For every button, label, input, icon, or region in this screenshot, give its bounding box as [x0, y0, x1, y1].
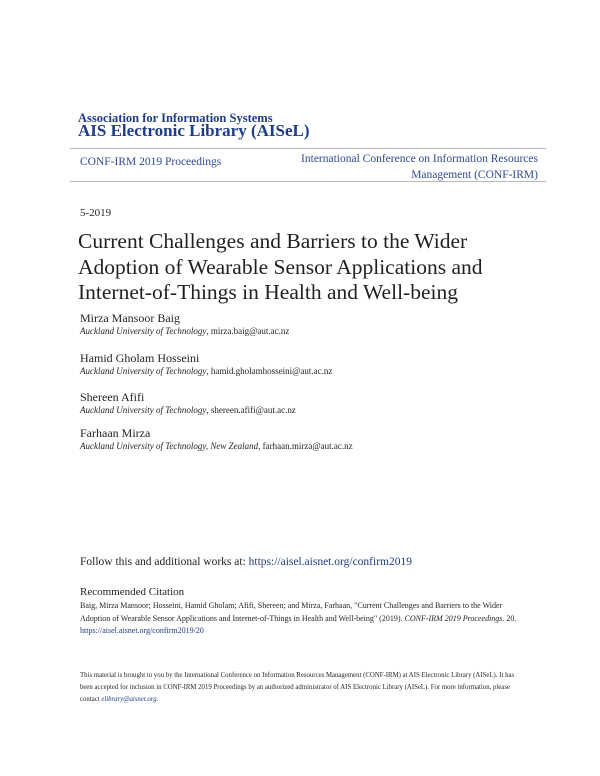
- recommended-citation-heading: Recommended Citation: [80, 586, 185, 598]
- author-2: [80, 351, 332, 376]
- publication-date: 5-2019: [80, 207, 112, 219]
- author-affiliation: Auckland University of Technology: [80, 366, 207, 376]
- footer-email-link[interactable]: elibrary@aisnet.org: [101, 696, 157, 703]
- author-affiliation: Auckland University of Technology: [80, 405, 207, 415]
- footer-text: This material is brought to you by the International Conference on Information Resources Management (CONF-IRM) at AIS Electronic Library (AISeL). It has been accepted for inclusion in CONF-IRM 2019 Proceedings by an authorized administrator of AIS Electronic Library (AISeL). For more information, please contact: [80, 672, 515, 703]
- author-name: Shereen Afifi: [80, 390, 145, 404]
- follow-link[interactable]: https://aisel.aisnet.org/confirm2019: [248, 556, 412, 568]
- author-1: [80, 311, 289, 336]
- library-link[interactable]: AIS Electronic Library (AISeL): [78, 121, 310, 140]
- author-name: Hamid Gholam Hosseini: [80, 351, 200, 365]
- citation-number: . 20.: [502, 613, 517, 623]
- author-affiliation-line: [80, 326, 289, 336]
- author-affiliation-line: [80, 405, 296, 415]
- citation-journal: CONF-IRM 2019 Proceedings: [404, 613, 503, 623]
- citation-block: [80, 600, 528, 638]
- breadcrumb-proceedings-link[interactable]: CONF-IRM 2019 Proceedings: [80, 156, 222, 168]
- author-email: , farhaan.mirza@aut.ac.nz: [258, 441, 353, 451]
- citation-text: Baig, Mirza Mansoor; Hosseini, Hamid Gholam; Afifi, Shereen; and Mirza, Farhaan, "Current Challenges and Barriers to the Wider Adoption of Wearable Sensor Applications and Internet-of-Things in Health and Well-being" (2019).: [80, 601, 503, 623]
- author-affiliation: Auckland University of Technology, New Zealand: [80, 441, 259, 451]
- author-4: [80, 426, 353, 451]
- association-name: Association for Information Systems: [78, 111, 273, 125]
- breadcrumb-conference-link[interactable]: International Conference on Information Resources Management (CONF-IRM): [301, 153, 538, 181]
- author-name: Farhaan Mirza: [80, 426, 151, 440]
- follow-line: [80, 556, 412, 568]
- paper-title: Current Challenges and Barriers to the Wider Adoption of Wearable Sensor Applications and Internet-of-Things in Health and Well-being: [78, 229, 483, 304]
- author-affiliation-line: [80, 441, 353, 451]
- author-affiliation: Auckland University of Technology: [80, 326, 207, 336]
- follow-text: Follow this and additional works at:: [80, 556, 249, 568]
- author-email: , mirza.baig@aut.ac.nz: [206, 326, 290, 336]
- citation-link[interactable]: https://aisel.aisnet.org/confirm2019/20: [80, 626, 204, 635]
- author-email: , shereen.afifi@aut.ac.nz: [206, 405, 296, 415]
- footer-end: .: [156, 696, 159, 703]
- author-affiliation-line: [80, 366, 332, 376]
- author-name: Mirza Mansoor Baig: [80, 311, 180, 325]
- footer-notice: [80, 670, 528, 706]
- author-3: [80, 390, 296, 415]
- author-email: , hamid.gholamhosseini@aut.ac.nz: [206, 366, 333, 376]
